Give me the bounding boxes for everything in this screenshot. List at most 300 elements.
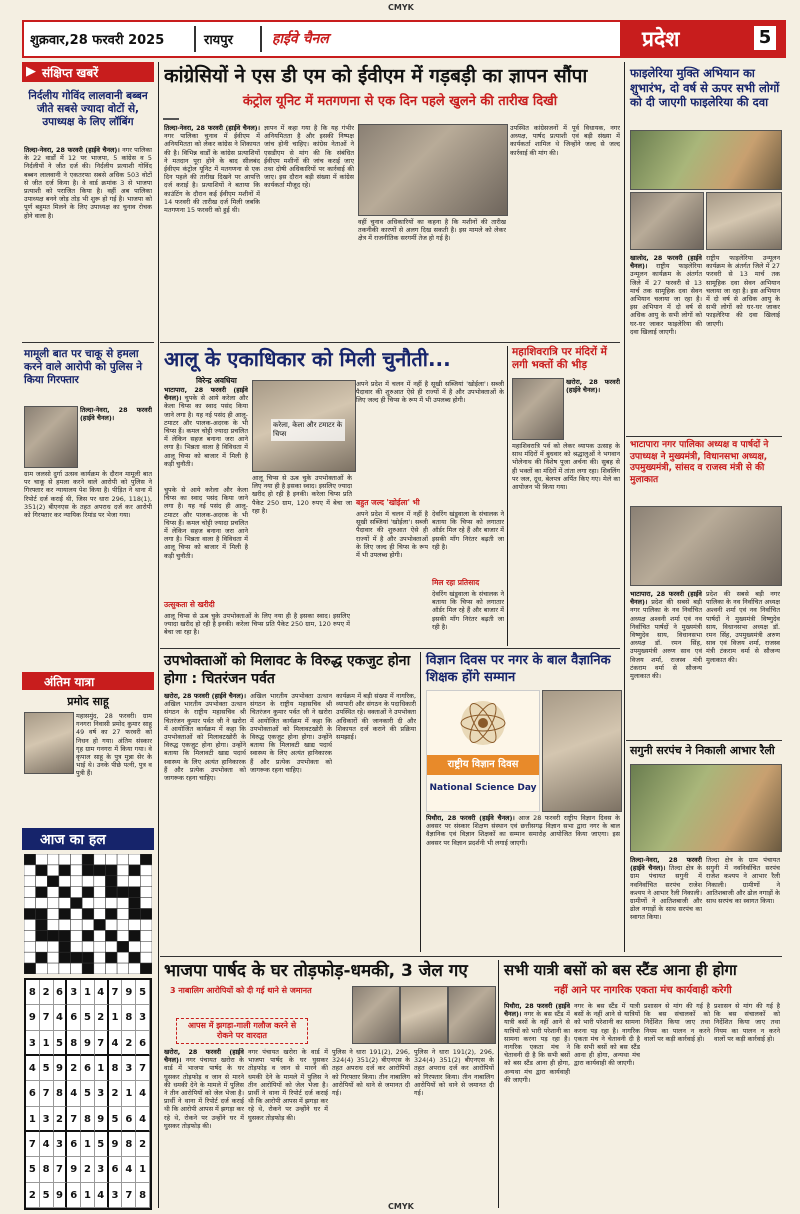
sudoku-cell: 7 (26, 1132, 40, 1157)
divider (160, 342, 620, 343)
memorandum-photo (358, 124, 508, 216)
sudoku-cell: 2 (54, 1107, 68, 1132)
divider (160, 648, 620, 649)
crossword-cell (71, 963, 83, 974)
crossword-cell (117, 898, 129, 909)
section-banner (620, 22, 784, 56)
potato-col1b: चुपके से आये करेला और केला चिप्स का स्वाद पसंद किया जाने लगा है। यह नई पसंद ही आलू-टमाटर और पालक-अदरक के भी चिप्स हैं। कमल चोट्टी ज्यादा प्रचलित में लेकिन सहज बनाना जरा आने लगा है। भिन्नता वाला है विविधता में आलू चिप्स को बाजार में मिली है कड़ी चुनौती। (164, 486, 248, 560)
crossword-cell (94, 854, 106, 865)
atom-icon (457, 697, 509, 749)
filaria-headline: फाइलेरिया मुक्ति अभियान का शुभारंभ, दो वर्ष से ऊपर सभी लोगों को दी जाएगी फाइलेरिया की दवा (630, 66, 780, 109)
masthead (22, 20, 786, 58)
potato-col2: आलू चिप्स से ऊब चुके उपभोक्ताओं के लिए नया ही है इसका स्वाद। इसलिए ज्यादा खरीद हो रही है इनकी। करेला चिप्स प्रति पैकेट 250 ग्राम, 120 रुपए में बेचा जा रहा है। (252, 474, 352, 515)
sudoku-cell: 7 (136, 1056, 150, 1081)
top-story-col1: तिल्दा-नेवरा, 28 फरवरी (हाईवे चैनल)। नगर पालिका चुनाव में ईवीएम में अनियमितता को लेकर कांग्रेस ने शिकायत की है। विभिन्न वार्डों के कांग्रेस प्रत्याशियों ने मतदान पूरा होने के बाद सीलबंद ईवीएम कंट्रोल यूनिट में मतगणना से एक दिन पहले की तारीख दिखने पर आपत्ति दर्ज कराई है। प्रत्याशियों ने बताया कि काउंटिंग के दौरान कई ईवीएम मशीनों में 14 फरवरी की तारीख दर्ज मिली जबकि मतगणना 15 फरवरी को हुई थी। (164, 124, 260, 215)
bjp-meeting-headline: भाटापारा नगर पालिका अध्यक्ष व पार्षदों ने उपाध्यक्ष ने मुख्यमंत्री, विधानसभा अध्यक्ष, उपमुख्यमंत्री, सांसद व राजस्व मंत्री से की मुलाकात (630, 440, 769, 485)
crossword-cell (94, 930, 106, 941)
crossword-cell (129, 930, 141, 941)
bus-col4: प्रशासन से मांग की गई है कि बस संचालकों को निर्देशित किया जाए तथा नियम का पालन न करने वालों पर कड़ी कार्रवाई हो। (714, 1002, 780, 1043)
crossword-cell (129, 952, 141, 963)
sudoku-cell: 4 (95, 980, 109, 1005)
sudoku-cell: 8 (81, 1107, 95, 1132)
sudoku-cell: 1 (40, 1031, 54, 1056)
potato-headline: आलू के एकाधिकार को मिली चुनौती... (164, 347, 451, 371)
chips-photo-caption: करेला, केला और टमाटर के चिप्स (271, 419, 345, 441)
sudoku-cell: 3 (122, 1056, 136, 1081)
story2-body: तिल्दा-नेवरा, 28 फरवरी (हाईवे चैनल)। (80, 406, 152, 423)
filaria-col2: राष्ट्रीय फाइलेरिया उन्मूलन कार्यक्रम के अंतर्गत जिले में 27 फरवरी से 13 मार्च तक सामूहिक दवा सेवन अभियान चलाया जा रहा है। इस अभियान में दो वर्ष से अधिक आयु के सभी लोगों को घर-घर जाकर फाइलेरिया की दवा खिलाई जाएगी। (706, 254, 780, 328)
filaria-photo-3 (706, 192, 782, 250)
sudoku-cell: 9 (54, 1056, 68, 1081)
sudoku-cell: 6 (54, 980, 68, 1005)
sudoku-cell: 1 (109, 1005, 123, 1030)
crossword-cell (129, 887, 141, 898)
crossword-cell (71, 865, 83, 876)
sudoku-cell: 9 (95, 1107, 109, 1132)
parshad-headline: भाजपा पार्षद के घर तोड़फोड़-धमकी, 3 जेल गए (164, 961, 468, 981)
crossword-cell (24, 898, 36, 909)
parshad-subhead-1: 3 नाबालिग आरोपियों को दी गई थाने से जमानत (170, 986, 312, 995)
crossword-grid (24, 854, 152, 974)
sudoku-cell: 1 (95, 1056, 109, 1081)
sudoku-cell: 6 (67, 1183, 81, 1208)
crossword-cell (105, 854, 117, 865)
chips-photo (252, 380, 356, 472)
crossword-cell (129, 876, 141, 887)
crossword-cell (59, 887, 71, 898)
crossword-cell (105, 865, 117, 876)
crossword-cell (117, 941, 129, 952)
crossword-cell (117, 865, 129, 876)
sudoku-cell: 8 (40, 1157, 54, 1182)
potato-col4: देवरिंग खंडूवाला के संचालक ने बताया कि चिप्स को लगातार ऑर्डर मिल रहे हैं और बाजार में इसकी माँग निरंतर बढ़ती जा रही है। (432, 510, 504, 551)
mahashivratri-body: महाशिवरात्रि पर्व को लेकर व्यापक उत्साह के साथ मंदिरों में बुधवार को श्रद्धालुओं ने भगवान भोलेनाथ की विशेष पूजा अर्चना की। सुबह से ही भक्तों का मंदिरों में तांता लगा रहा। शिवलिंग पर जल, दूध, बेलपत्र अर्पित किए गए। मेले का आयोजन भी किया गया। (512, 442, 620, 492)
crossword-cell (129, 919, 141, 930)
crossword-cell (24, 919, 36, 930)
bus-headline: सभी यात्री बसों को बस स्टैंड आना ही होगा (504, 961, 737, 979)
bjp-meeting-photo (630, 506, 782, 586)
story2-body-cont: ग्राम जलसो दुर्गा उत्सव कार्यक्रम के दौरान मामूली बात पर चाकू से हमला करने वाले आरोपी को पुलिस ने गिरफ्तार कर न्यायालय पेश किया है। पीड़ित ने थाना में रिपोर्ट दर्ज कराई थी, जिस पर धारा 296, 118(1), 351(2) बीएनएस के तहत अपराध दर्ज कर आरोपी को गिरफ्तार कर न्यायिक रिमांड पर भेजा गया। (24, 470, 152, 520)
crossword-cell (71, 941, 83, 952)
pin-icon: ▶ (26, 64, 36, 79)
poster-banner (427, 755, 539, 775)
divider (160, 956, 782, 957)
bus-subhead: नहीं आने पर नागरिक एकता मंच कार्यवाही करेगी (554, 985, 732, 996)
brief-header (22, 62, 154, 82)
crossword-cell (82, 898, 94, 909)
crossword-cell (105, 963, 117, 974)
crossword-cell (24, 865, 36, 876)
crossword-cell (82, 941, 94, 952)
crossword-cell (59, 909, 71, 920)
sudoku-cell: 7 (95, 1031, 109, 1056)
crossword-cell (59, 865, 71, 876)
crossword-cell (47, 909, 59, 920)
sudoku-cell: 7 (54, 1157, 68, 1182)
crossword-cell (36, 865, 48, 876)
crossword-cell (82, 909, 94, 920)
crossword-cell (129, 941, 141, 952)
sudoku-cell: 1 (136, 1157, 150, 1182)
crossword-cell (71, 854, 83, 865)
obit-photo (24, 712, 74, 774)
sudoku-cell: 2 (67, 1056, 81, 1081)
poster-english: National Science Day (429, 783, 537, 793)
column-rule (498, 960, 499, 1208)
sudoku-cell: 4 (122, 1157, 136, 1182)
crossword-cell (117, 909, 129, 920)
crossword-cell (82, 930, 94, 941)
crossword-cell (129, 909, 141, 920)
crossword-cell (59, 930, 71, 941)
crossword-cell (71, 919, 83, 930)
sudoku-cell: 1 (26, 1107, 40, 1132)
sudoku-cell: 7 (40, 1005, 54, 1030)
crossword-cell (24, 887, 36, 898)
crossword-cell (117, 876, 129, 887)
divider (626, 436, 782, 437)
sudoku-cell: 2 (95, 1005, 109, 1030)
obit-body: महासमुंद, 28 फरवरी। ग्राम गनगरा निवासी प्रमोद कुमार साहू 49 वर्ष का 27 फरवरी को निधन हो गया। अंतिम संस्कार गृह ग्राम गनगरा में किया गया। वे कृपाल साहू के पुत्र मुन्ना सेर के भाई थे। उनके पीछे पत्नी, पुत्र व पुत्री हैं। (76, 712, 152, 778)
potato-col1: भाटापारा, 28 फरवरी (हाईवे चैनल)। चुपके से आये करेला और केला चिप्स का स्वाद पसंद किया जाने लगा है। यह नई पसंद ही आलू-टमाटर और पालक-अदरक के भी चिप्स हैं। कमल चोट्टी ज्यादा प्रचलित में लेकिन सहज बनाना जरा आने लगा है। भिन्नता वाला है विविधता में आलू चिप्स को बाजार में मिली है कड़ी चुनौती। (164, 386, 248, 468)
crossword-cell (24, 930, 36, 941)
crossword-cell (105, 941, 117, 952)
obit-header (22, 672, 154, 690)
crossword-cell (94, 963, 106, 974)
crossword-cell (36, 963, 48, 974)
crossword-cell (59, 919, 71, 930)
crossword-cell (59, 898, 71, 909)
crossword-cell (24, 941, 36, 952)
crossword-cell (82, 887, 94, 898)
crossword-cell (47, 854, 59, 865)
accused-photo-1 (352, 986, 400, 1044)
crossword-cell (94, 898, 106, 909)
divider (22, 342, 154, 343)
filaria-photo-1 (630, 130, 782, 190)
accused-photo-3 (448, 986, 496, 1044)
sudoku-cell: 9 (122, 980, 136, 1005)
crossword-cell (140, 909, 152, 920)
crossword-cell (59, 941, 71, 952)
sudoku-cell: 4 (136, 1107, 150, 1132)
crossword-cell (94, 952, 106, 963)
sudoku-cell: 4 (54, 1005, 68, 1030)
crossword-cell (140, 941, 152, 952)
bus-col2: नगर के बस स्टैंड में यात्री बसों के नहीं आने से यात्रियों को भारी परेशानी का सामना करना पड़ रहा है। नागरिक एकता मंच ने चेतावनी दी है कि सभी बसों को बस स्टैंड आना ही होगा, अन्यथा मंच द्वारा कार्यवाही की जाएगी। (574, 1002, 640, 1068)
sudoku-cell: 2 (122, 1031, 136, 1056)
science-body: पिथौरा, 28 फरवरी (हाईवे चैनल)। आज 28 फरवरी राष्ट्रीय विज्ञान दिवस के अवसर पर संस्कार शिक्षण संस्थान एवं छत्तीसगढ़ विज्ञान सभा द्वारा नगर के बाल वैज्ञानिक एवं विज्ञान शिक्षकों का सम्मान समारोह आयोजित किया जाएगा। इस अवसर पर विज्ञान प्रदर्शनी भी लगाई जाएगी। (426, 814, 620, 847)
sudoku-cell: 4 (67, 1081, 81, 1106)
story2-title: मामूली बात पर चाकू से हमला करने वाले आरोपी को पुलिस ने किया गिरफ्तार (24, 348, 143, 386)
top-story-col3: वहीं चुनाव अधिकारियों का कहना है कि मशीनों की तारीख तकनीकी कारणों से अलग दिख सकती है। इस मामले को लेकर क्षेत्र में राजनीतिक सरगर्मी तेज हो गई है। (358, 218, 506, 243)
crossword-cell (82, 963, 94, 974)
obit-name: प्रमोद साहू (67, 695, 109, 708)
crossword-cell (36, 941, 48, 952)
sudoku-cell: 8 (67, 1031, 81, 1056)
sudoku-cell: 3 (40, 1107, 54, 1132)
crossword-cell (129, 898, 141, 909)
sudoku-cell: 2 (136, 1132, 150, 1157)
saguni-col1: तिल्दा-नेवरा, 28 फरवरी (हाईवे चैनल)। तिल्दा क्षेत्र के ग्राम पंचायत सगुनी में नवनिर्वाचित सरपंच राजेश कश्यप ने आभार रैली निकाली। ग्रामीणों ने आतिशबाजी और ढोल नगाड़ों के साथ सरपंच का स्वागत किया। (630, 856, 702, 922)
sudoku-cell: 3 (67, 980, 81, 1005)
sudoku-cell: 5 (26, 1157, 40, 1182)
crossword-cell (140, 898, 152, 909)
sudoku-cell: 1 (81, 980, 95, 1005)
cmyk-mark-top: CMYK (388, 3, 414, 12)
masthead-divider (194, 26, 196, 52)
temple-photo (512, 378, 564, 440)
crossword-cell (140, 930, 152, 941)
masthead-city: रायपुर (204, 33, 233, 48)
crossword-cell (59, 952, 71, 963)
sudoku-cell: 6 (81, 1056, 95, 1081)
potato-col4b: देवरिंग खंडूवाला के संचालक ने बताया कि चिप्स को लगातार ऑर्डर मिल रहे हैं और बाजार में इसकी माँग निरंतर बढ़ती जा रही है। (432, 590, 504, 631)
crossword-cell (117, 930, 129, 941)
crossword-cell (36, 919, 48, 930)
sudoku-cell: 3 (54, 1132, 68, 1157)
obit-title: अंतिम यात्रा (44, 675, 95, 689)
sudoku-cell: 8 (109, 1056, 123, 1081)
crossword-cell (47, 865, 59, 876)
sudoku-cell: 7 (40, 1081, 54, 1106)
crossword-cell (71, 887, 83, 898)
crossword-cell (140, 854, 152, 865)
sudoku-cell: 9 (109, 1132, 123, 1157)
crossword-cell (36, 854, 48, 865)
brief-title: संक्षिप्त खबरें (42, 66, 99, 80)
column-rule (420, 652, 421, 952)
crossword-cell (94, 909, 106, 920)
sudoku-cell: 1 (122, 1081, 136, 1106)
crossword-cell (47, 930, 59, 941)
sudoku-cell: 7 (122, 1183, 136, 1208)
crossword-cell (140, 887, 152, 898)
crossword-cell (117, 952, 129, 963)
science-poster (426, 690, 540, 812)
crossword-cell (82, 876, 94, 887)
cmyk-mark-bottom: CMYK (388, 1202, 414, 1211)
crossword-cell (71, 930, 83, 941)
column-rule (507, 346, 508, 646)
adulteration-headline: उपभोक्ताओं को मिलावट के विरुद्ध एकजुट होना होगा : चितरंजन पर्वत (164, 653, 411, 687)
saguni-headline: सगुनी सरपंच ने निकाली आभार रैली (630, 744, 775, 757)
crossword-cell (105, 930, 117, 941)
accused-photo-2 (400, 986, 448, 1044)
parshad-col2: नगर पंचायत खरोरा के वार्ड में भाजपा पार्षद के घर घुसकर तोड़फोड़ व जान से मारने की धमकी देने के मामले में पुलिस ने तीन आरोपियों को जेल भेजा है। प्रार्थी ने थाना में रिपोर्ट दर्ज कराई थी कि आरोपी आपस में झगड़ा कर रहे थे, रोकने पर उन्होंने घर में घुसकर तोड़फोड़ की। (248, 1048, 328, 1122)
top-story-headline: कांग्रेसियों ने एस डी एम को ईवीएम में गड़बड़ी का ज्ञापन सौंपा (164, 65, 588, 87)
sudoku-cell: 8 (26, 980, 40, 1005)
crossword-cell (94, 941, 106, 952)
sudoku-cell: 6 (136, 1031, 150, 1056)
sudoku-cell: 7 (109, 980, 123, 1005)
crossword-cell (47, 941, 59, 952)
potato-col3b: अपने प्रदेश में चलन में नहीं है सूखी सब्जियां 'खोईला'। सब्जी पैदावार की शुरुआत ऐसे ही राज्यों में है और उपभोक्ताओं के लिए जल्द ही चिप्स के रूप में भी उपलब्ध होगी। (356, 510, 428, 560)
filaria-photo-2 (630, 192, 704, 250)
crossword-cell (71, 909, 83, 920)
column-rule (158, 62, 159, 1208)
crossword-cell (36, 876, 48, 887)
crossword-cell (117, 887, 129, 898)
crossword-cell (82, 919, 94, 930)
sudoku-cell: 3 (95, 1157, 109, 1182)
adulteration-col1: खरोरा, 28 फरवरी (हाईवे चैनल)। अखिल भारतीय उपभोक्ता उत्थान संगठन के राष्ट्रीय महासचिव श्री चितरंजन कुमार पर्वत जी ने खरोरा में आयोजित कार्यक्रम में कहा कि उपभोक्ताओं को मिलावटखोरी के विरुद्ध एकजुट होना होगा। उन्होंने बताया कि मिलावटी खाद्य पदार्थ स्वास्थ्य के लिए अत्यंत हानिकारक हैं और प्रत्येक उपभोक्ता को जागरूक रहना चाहिए। (164, 692, 246, 783)
sudoku-cell: 6 (109, 1157, 123, 1182)
story1-title: निर्दलीय गोविंद लालवानी बब्बन जीते सबसे ज्यादा वोटों से, उपाध्यक्ष के लिए लॉबिंग (28, 90, 148, 128)
crossword-cell (105, 887, 117, 898)
sudoku-cell: 8 (136, 1183, 150, 1208)
sudoku-cell: 2 (26, 1183, 40, 1208)
crossword-cell (71, 952, 83, 963)
section-title: प्रदेश (642, 27, 680, 51)
sudoku-cell: 4 (109, 1031, 123, 1056)
top-story-col2: ज्ञापन में कहा गया है कि यह गंभीर अनियमितता है और इसकी निष्पक्ष जांच होनी चाहिए। कांग्रेस नेताओं ने एसडीएम से मांग की कि संबंधित ईवीएम मशीनों की जांच कराई जाए तथा दोषी अधिकारियों पर कार्रवाई की जाए। इस दौरान बड़ी संख्या में कांग्रेस कार्यकर्ता मौजूद रहे। (264, 124, 354, 190)
crossword-cell (105, 919, 117, 930)
parshad-subhead-2: आपस में झगड़ा-गाली गलौज करने से रोकने पर वारदात (176, 1018, 308, 1044)
sudoku-cell: 6 (67, 1132, 81, 1157)
crossword-cell (24, 854, 36, 865)
crossword-cell (94, 887, 106, 898)
sudoku-cell: 9 (81, 1031, 95, 1056)
saguni-col2: तिल्दा क्षेत्र के ग्राम पंचायत सगुनी में नवनिर्वाचित सरपंच राजेश कश्यप ने आभार रैली निकाली। ग्रामीणों ने आतिशबाजी और ढोल नगाड़ों के साथ सरपंच का स्वागत किया। (706, 856, 780, 906)
column-rule (624, 62, 625, 952)
sudoku-cell: 3 (109, 1183, 123, 1208)
crossword-cell (140, 876, 152, 887)
crossword-cell (129, 865, 141, 876)
sudoku-cell: 4 (136, 1081, 150, 1106)
crossword-cell (36, 952, 48, 963)
left-column (22, 60, 154, 1208)
crossword-cell (117, 963, 129, 974)
sudoku-cell: 4 (40, 1132, 54, 1157)
sudoku-cell: 9 (67, 1157, 81, 1182)
masthead-brand: हाईवे चैनल (272, 31, 329, 47)
crossword-cell (47, 963, 59, 974)
divider (626, 740, 782, 741)
puzzle-title: आज का हल (40, 832, 106, 848)
teacher-photo (542, 690, 622, 812)
sudoku-cell: 9 (26, 1005, 40, 1030)
sudoku-cell: 1 (81, 1183, 95, 1208)
crossword-cell (24, 909, 36, 920)
top-story-photo (163, 118, 179, 120)
crossword-cell (59, 876, 71, 887)
bjp-meeting-col1: भाटापारा, 28 फरवरी (हाईवे चैनल)। प्रदेश की सबसे बड़ी नगर पालिका के नव निर्वाचित अध्यक्ष अश्वनी शर्मा एवं नव निर्वाचित पार्षदों ने मुख्यमंत्री विष्णुदेव साय, विधानसभा अध्यक्ष डॉ. रमन सिंह, उपमुख्यमंत्री अरुण साव एवं विजय शर्मा, राजस्व मंत्री टंकराम वर्मा से सौजन्य मुलाकात की। (630, 590, 702, 681)
crossword-cell (105, 909, 117, 920)
top-story-subhead: कंट्रोल यूनिट में मतगणना से एक दिन पहले खुलने की तारीख दिखी (242, 94, 558, 109)
crossword-cell (105, 876, 117, 887)
sudoku-cell: 6 (26, 1081, 40, 1106)
sudoku-cell: 2 (81, 1157, 95, 1182)
bus-col1: पिथौरा, 28 फरवरी (हाईवे चैनल)। नगर के बस स्टैंड में यात्री बसों के नहीं आने से यात्रियों को भारी परेशानी का सामना करना पड़ रहा है। नागरिक एकता मंच ने चेतावनी दी है कि सभी बसों को बस स्टैंड आना ही होगा, अन्यथा मंच द्वारा कार्यवाही की जाएगी। (504, 1002, 570, 1084)
potato-col3: अपने प्रदेश में चलन में नहीं है सूखी सब्जियां 'खोईला'। सब्जी पैदावार की शुरुआत ऐसे ही राज्यों में है और उपभोक्ताओं के लिए जल्द ही चिप्स के रूप में भी उपलब्ध होगी। (356, 380, 504, 405)
potato-subhead-3: मिल रहा प्रतिसाद (432, 578, 480, 587)
sudoku-cell: 4 (26, 1056, 40, 1081)
crossword-cell (82, 854, 94, 865)
crossword-cell (82, 865, 94, 876)
crossword-cell (24, 963, 36, 974)
parshad-col1: खरोरा, 28 फरवरी (हाईवे चैनल)। नगर पंचायत खरोरा के वार्ड में भाजपा पार्षद के घर घुसकर तोड़फोड़ व जान से मारने की धमकी देने के मामले में पुलिस ने तीन आरोपियों को जेल भेजा है। प्रार्थी ने थाना में रिपोर्ट दर्ज कराई थी कि आरोपी आपस में झगड़ा कर रहे थे, रोकने पर उन्होंने घर में घुसकर तोड़फोड़ की। (164, 1048, 244, 1130)
crossword-cell (47, 887, 59, 898)
story1-body: तिल्दा-नेवरा, 28 फरवरी (हाईवे चैनल)। नगर पालिका के 22 वार्डों में 12 पर भाजपा, 5 कांग्रेस व 5 निर्दलीयों ने जीत दर्ज की। निर्दलीय प्रत्याशी गोविंद बब्बन लालवानी ने एकतरफा सबसे अधिक 503 वोटों से जीत दर्ज किया है। वे वार्ड क्रमांक 3 से भाजपा प्रत्याशी को पराजित किया है। वहीं अब पालिका उपाध्यक्ष बनने जोड़ तोड़ भी शुरू हो गई है। भाजपा को पूर्ण बहुमत मिलने के लिए उपाध्यक्ष का चुनाव रोचक होने वाला है। (24, 146, 152, 220)
crossword-cell (59, 854, 71, 865)
sudoku-cell: 6 (122, 1107, 136, 1132)
sudoku-cell: 4 (95, 1183, 109, 1208)
adulteration-col2: अखिल भारतीय उपभोक्ता उत्थान संगठन के राष्ट्रीय महासचिव श्री चितरंजन कुमार पर्वत जी ने खरोरा में आयोजित कार्यक्रम में कहा कि उपभोक्ताओं को मिलावटखोरी के विरुद्ध एकजुट होना होगा। उन्होंने बताया कि मिलावटी खाद्य पदार्थ स्वास्थ्य के लिए अत्यंत हानिकारक हैं और प्रत्येक उपभोक्ता को जागरूक रहना चाहिए। (250, 692, 332, 774)
parshad-col3: पुलिस ने धारा 191(2), 296, 324(4) 351(2) बीएनएस के तहत अपराध दर्ज कर आरोपियों को गिरफ्तार किया। तीन नाबालिग आरोपियों को थाने से जमानत दी गई। (332, 1048, 410, 1098)
sudoku-grid (24, 978, 152, 1210)
crossword-cell (117, 919, 129, 930)
sudoku-cell: 5 (40, 1056, 54, 1081)
potato-subhead-2: बहुत जल्द 'खोईला' भी (356, 498, 420, 507)
poster-banner-text: राष्ट्रीय विज्ञान दिवस (447, 759, 519, 770)
crossword-cell (36, 898, 48, 909)
sudoku-cell: 3 (95, 1081, 109, 1106)
crossword-cell (59, 963, 71, 974)
potato-subhead-1: उत्सुकता से खरीदी (164, 600, 215, 609)
crossword-cell (47, 952, 59, 963)
potato-byline: विरेन्द्र अवधिया (196, 376, 237, 385)
crossword-cell (140, 919, 152, 930)
crossword-cell (47, 919, 59, 930)
potato-col1c: आलू चिप्स से ऊब चुके उपभोक्ताओं के लिए नया ही है इसका स्वाद। इसलिए ज्यादा खरीद हो रही है इनकी। करेला चिप्स प्रति पैकेट 250 ग्राम, 120 रुपए में बेचा जा रहा है। (164, 612, 350, 637)
sudoku-cell: 5 (81, 1005, 95, 1030)
sudoku-cell: 3 (26, 1031, 40, 1056)
crossword-cell (24, 952, 36, 963)
crossword-cell (82, 952, 94, 963)
sudoku-cell: 2 (40, 980, 54, 1005)
crossword-cell (105, 898, 117, 909)
crossword-cell (94, 876, 106, 887)
sudoku-cell: 5 (109, 1107, 123, 1132)
crossword-cell (140, 963, 152, 974)
bjp-meeting-col2: प्रदेश की सबसे बड़ी नगर पालिका के नव निर्वाचित अध्यक्ष अश्वनी शर्मा एवं नव निर्वाचित पार्षदों ने मुख्यमंत्री विष्णुदेव साय, विधानसभा अध्यक्ष डॉ. रमन सिंह, उपमुख्यमंत्री अरुण साव एवं विजय शर्मा, राजस्व मंत्री टंकराम वर्मा से सौजन्य मुलाकात की। (706, 590, 780, 664)
filaria-col1: खालोद, 28 फरवरी (हाईवे चैनल)। राष्ट्रीय फाइलेरिया उन्मूलन कार्यक्रम के अंतर्गत जिले में 27 फरवरी से 13 मार्च तक सामूहिक दवा सेवन अभियान चलाया जा रहा है। इस अभियान में दो वर्ष से अधिक आयु के सभी लोगों को घर-घर जाकर फाइलेरिया की दवा खिलाई जाएगी। (630, 254, 702, 336)
crossword-cell (24, 876, 36, 887)
crossword-cell (117, 854, 129, 865)
sudoku-cell: 8 (122, 1132, 136, 1157)
sudoku-cell: 2 (109, 1081, 123, 1106)
crossword-cell (94, 919, 106, 930)
sudoku-cell: 8 (122, 1005, 136, 1030)
top-story-col4: उपस्थित कांग्रेसजनों में पूर्व विधायक, नगर अध्यक्ष, पार्षद प्रत्याशी एवं बड़ी संख्या में कार्यकर्ता शामिल थे जिन्होंने जल्द से जल्द कार्रवाई की मांग की। (510, 124, 620, 157)
parshad-col4: पुलिस ने धारा 191(2), 296, 324(4) 351(2) बीएनएस के तहत अपराध दर्ज कर आरोपियों को गिरफ्तार किया। तीन नाबालिग आरोपियों को थाने से जमानत दी गई। (414, 1048, 494, 1098)
sudoku-cell: 5 (54, 1031, 68, 1056)
sudoku-cell: 7 (67, 1107, 81, 1132)
mahashivratri-headline: महाशिवरात्रि पर मंदिरों में लगी भक्तों की भीड़ (512, 346, 607, 371)
science-headline: विज्ञान दिवस पर नगर के बाल वैज्ञानिक शिक्षक होंगे सम्मान (426, 653, 611, 685)
sudoku-cell: 6 (67, 1005, 81, 1030)
sudoku-cell: 8 (54, 1081, 68, 1106)
crossword-cell (140, 865, 152, 876)
masthead-date: शुक्रवार,28 फरवरी 2025 (30, 33, 165, 48)
crossword-cell (36, 887, 48, 898)
puzzle-header (22, 828, 154, 850)
crossword-cell (36, 909, 48, 920)
sudoku-cell: 5 (136, 980, 150, 1005)
page-number: 5 (754, 26, 776, 50)
sudoku-cell: 5 (81, 1081, 95, 1106)
sudoku-cell: 9 (54, 1183, 68, 1208)
crossword-cell (36, 930, 48, 941)
crossword-cell (129, 963, 141, 974)
crossword-cell (140, 952, 152, 963)
crossword-cell (105, 952, 117, 963)
crossword-cell (94, 865, 106, 876)
crossword-cell (71, 898, 83, 909)
saguni-photo (630, 764, 782, 852)
accused-photo (24, 406, 78, 468)
